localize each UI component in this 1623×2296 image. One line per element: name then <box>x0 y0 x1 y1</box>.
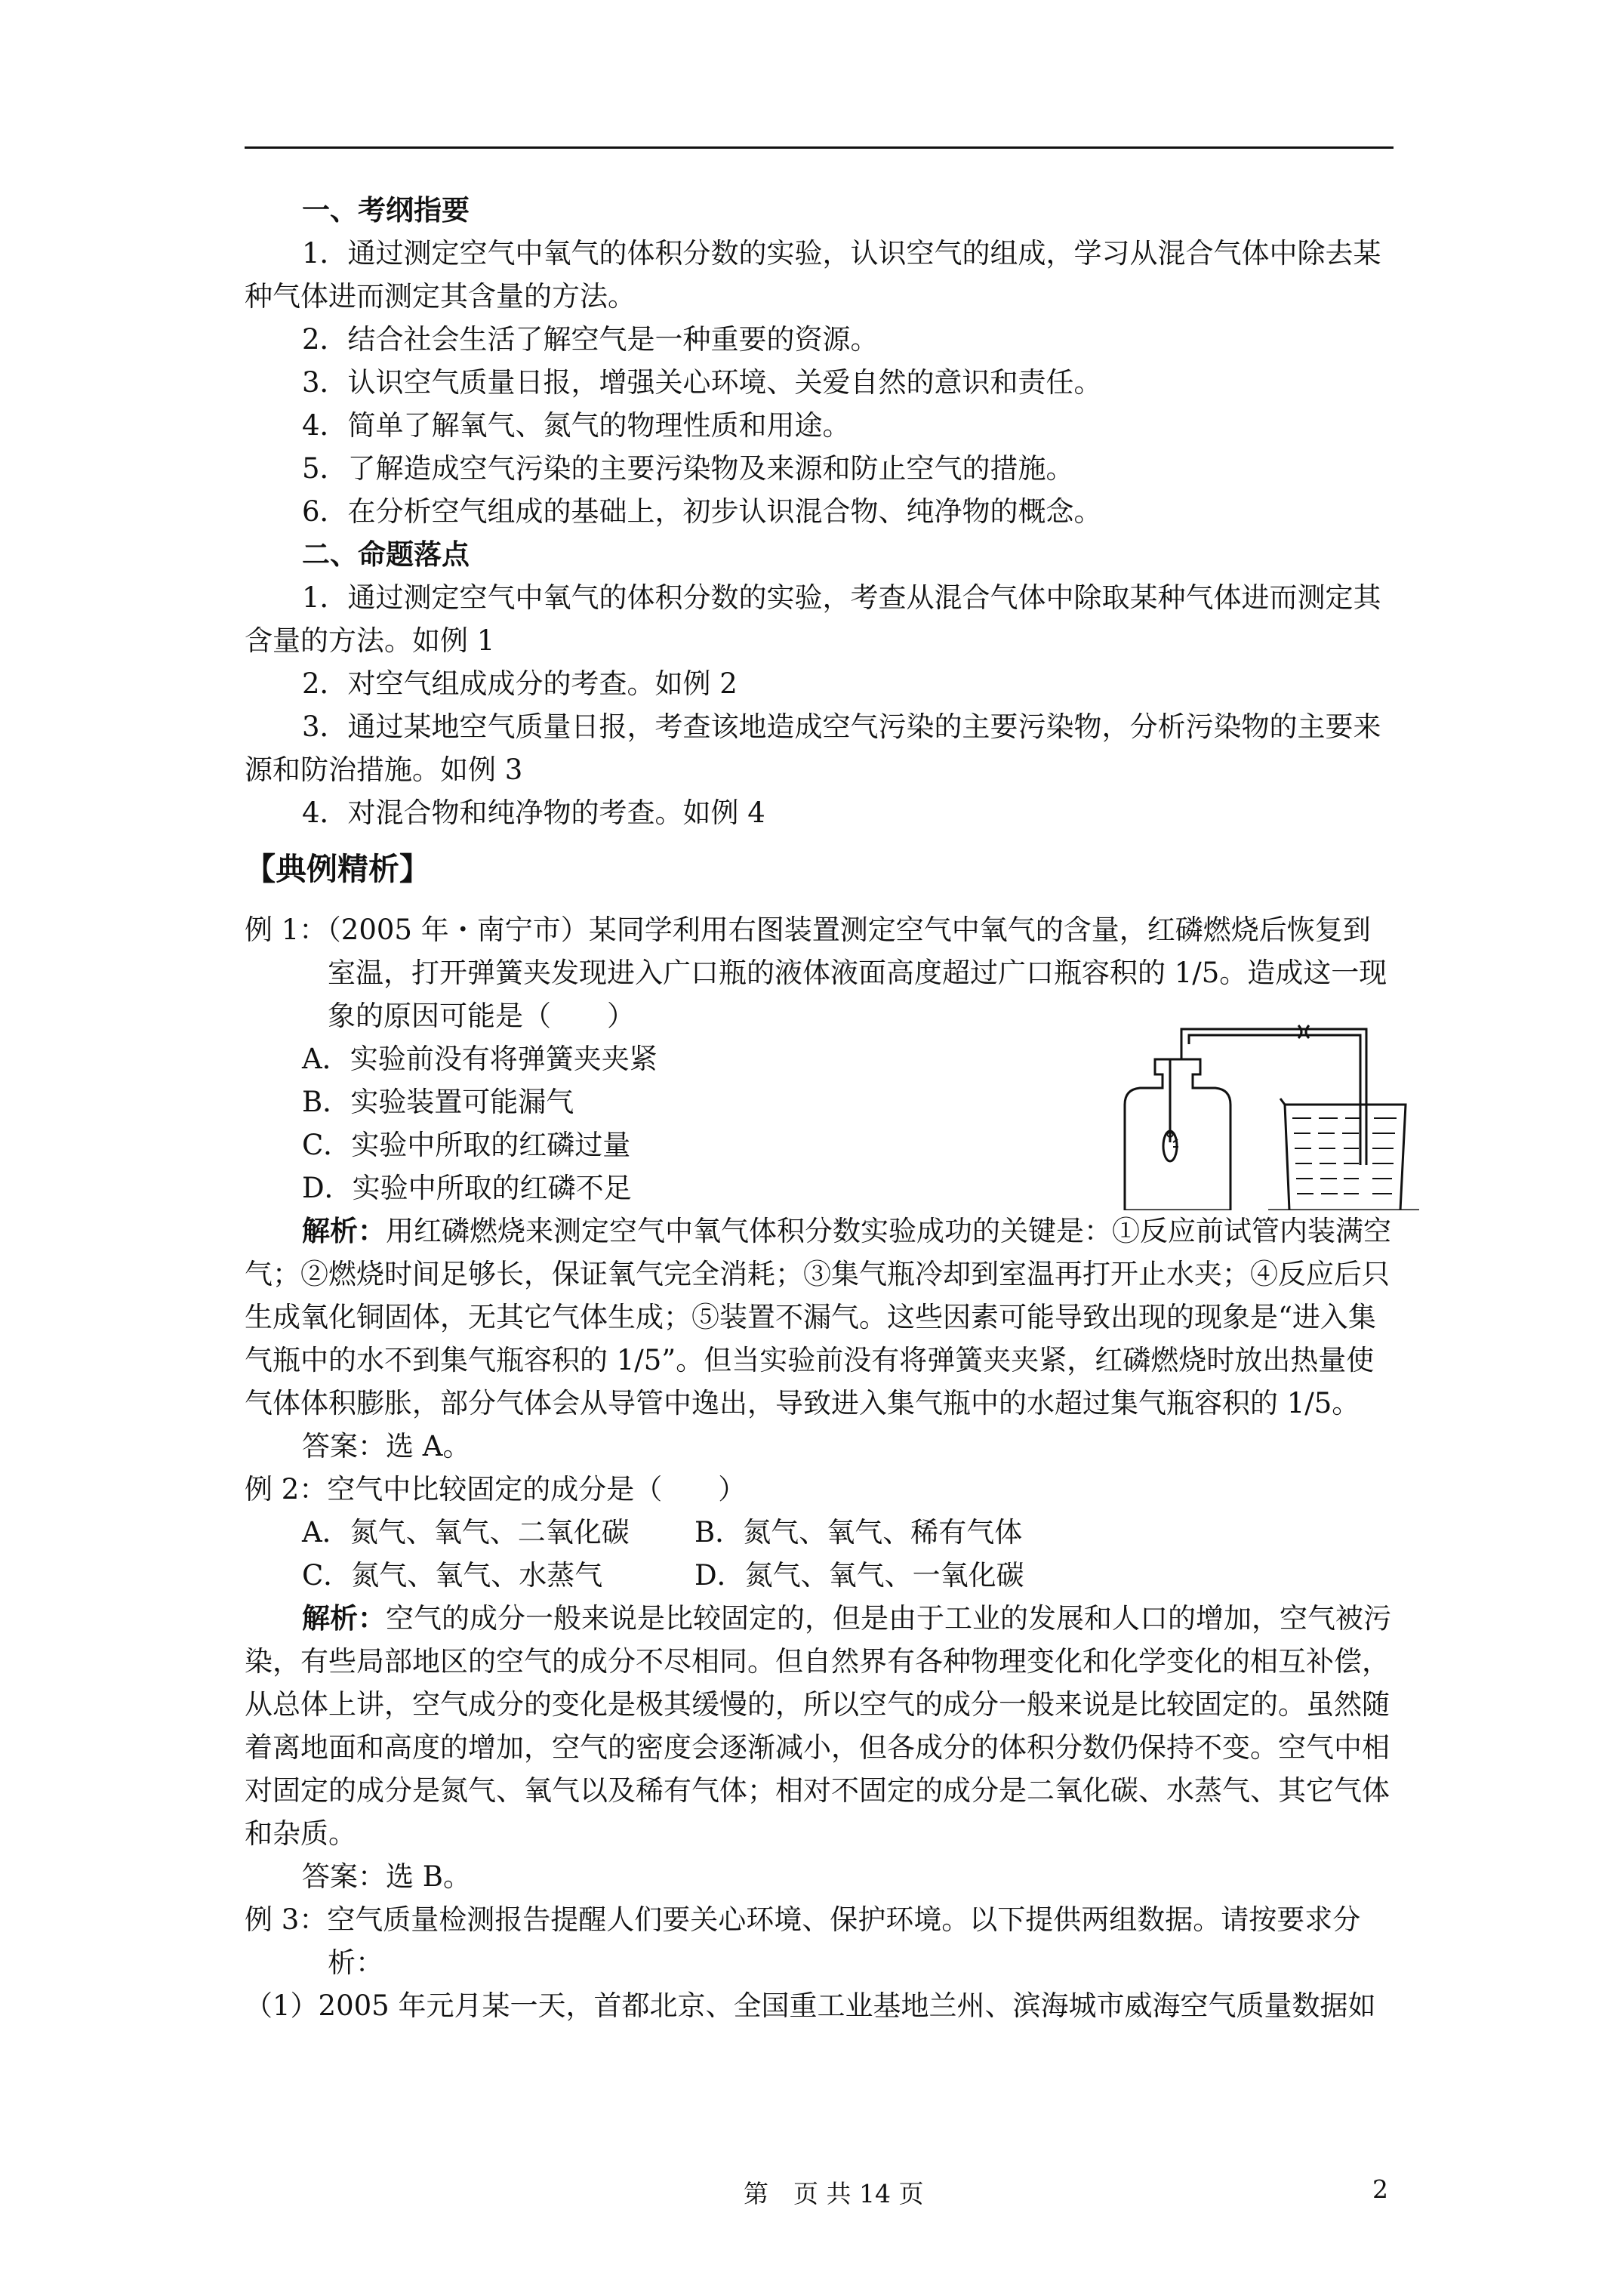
document-body <box>245 189 1394 2027</box>
syllabus-item-6: 6．在分析空气组成的基础上，初步认识混合物、纯净物的概念。 <box>302 495 1102 528</box>
example-2-options-row-2 <box>245 1554 1394 1597</box>
example-2 <box>245 1468 1394 1898</box>
example-2-analysis <box>245 1597 1394 1855</box>
example-2-option-c: C．氮气、氧气、水蒸气 <box>302 1559 603 1592</box>
example-2-option-a: A．氮气、氧气、二氧化碳 <box>302 1516 630 1549</box>
example-2-option-d: D．氮气、氧气、一氧化碳 <box>694 1559 1024 1592</box>
example-2-stem: 例 2：空气中比较固定的成分是（ ） <box>245 1473 747 1505</box>
syllabus-item-5: 5．了解造成空气污染的主要污染物及来源和防止空气的措施。 <box>302 452 1074 485</box>
syllabus-item-3: 3．认识空气质量日报，增强关心环境、关爱自然的意识和责任。 <box>302 366 1102 399</box>
footer-page-number: 2 <box>1372 2174 1388 2204</box>
syllabus-heading: 一、考纲指要 <box>302 193 470 227</box>
example-3 <box>245 1898 1394 2027</box>
example-2-option-b: B．氮气、氧气、稀有气体 <box>694 1516 1023 1549</box>
focus-heading: 二、命题落点 <box>302 538 470 571</box>
example-3-stem: 例 3：空气质量检测报告提醒人们要关心环境、保护环境。以下提供两组数据。请按要求分析： <box>245 1903 1361 1979</box>
footer-page-count: 第 页 共 14 页 <box>744 2179 924 2208</box>
example-3-part-1: （1）2005 年元月某一天，首都北京、全国重工业基地兰州、滨海城市威海空气质量数据如 <box>245 1989 1376 2022</box>
example-2-answer: 答案：选 B。 <box>302 1860 471 1893</box>
example-1-stem: 例 1：（2005 年・南宁市）某同学利用右图装置测定空气中氧气的含量，红磷燃烧后恢复到室温，打开弹簧夹发现进入广口瓶的液体液面高度超过广口瓶容积的 1/5。造成这一现象的原因可能是（ ） <box>245 914 1387 1032</box>
example-1-option-c: C．实验中所取的红磷过量 <box>302 1129 631 1161</box>
example-1 <box>245 908 1394 1468</box>
example-2-options-row-1 <box>245 1511 1394 1554</box>
syllabus-item-4: 4．简单了解氧气、氮气的物理性质和用途。 <box>302 409 851 442</box>
focus-item-3: 3．通过某地空气质量日报，考查该地造成空气污染的主要污染物，分析污染物的主要来源和防治措施。如例 3 <box>245 710 1381 786</box>
example-1-analysis <box>245 1210 1394 1425</box>
example-1-analysis-text: 用红磷燃烧来测定空气中氧气体积分数实验成功的关键是：①反应前试管内装满空气；②燃烧时间足够长，保证氧气完全消耗；③集气瓶冷却到室温再打开止水夹；④反应后只生成氧化铜固体，无其它气体生成；⑤装置不漏气。这些因素可能导致出现的现象是“进入集气瓶中的水不到集气瓶容积的 1/5”。但当实验前没有将弹簧夹夹紧，红磷燃烧时放出热量使气体体积膨胀，部分气体会从导管中逸出，导致进入集气瓶中的水超过集气瓶容积的 1/5。 <box>245 1215 1391 1419</box>
example-1-option-a: A．实验前没有将弹簧夹夹紧 <box>302 1043 658 1075</box>
syllabus-item-2: 2．结合社会生活了解空气是一种重要的资源。 <box>302 323 879 356</box>
focus-item-1: 1．通过测定空气中氧气的体积分数的实验，考查从混合气体中除取某种气体进而测定其含量的方法。如例 1 <box>245 581 1381 657</box>
apparatus-figure <box>1095 1022 1427 1210</box>
header-rule <box>245 146 1394 149</box>
example-2-analysis-text: 空气的成分一般来说是比较固定的，但是由于工业的发展和人口的增加，空气被污染，有些局部地区的空气的成分不尽相同。但自然界有各种物理变化和化学变化的相互补偿，从总体上讲，空气成分的变化是极其缓慢的，所以空气的成分一般来说是比较固定的。虽然随着离地面和高度的增加，空气的密度会逐渐减小，但各成分的体积分数仍保持不变。空气中相对固定的成分是氮气、氧气以及稀有气体；相对不固定的成分是二氧化碳、水蒸气、其它气体和杂质。 <box>245 1602 1391 1850</box>
example-1-option-d: D．实验中所取的红磷不足 <box>302 1172 632 1204</box>
focus-item-2: 2．对空气组成成分的考查。如例 2 <box>302 667 738 700</box>
example-1-answer: 答案：选 A。 <box>302 1430 471 1462</box>
example-2-analysis-label: 解析： <box>302 1601 386 1635</box>
example-1-option-b: B．实验装置可能漏气 <box>302 1086 574 1118</box>
example-1-analysis-label: 解析： <box>302 1214 386 1247</box>
focus-item-4: 4．对混合物和纯净物的考查。如例 4 <box>302 797 765 829</box>
syllabus-item-1: 1．通过测定空气中氧气的体积分数的实验，认识空气的组成，学习从混合气体中除去某种气体进而测定其含量的方法。 <box>245 237 1381 313</box>
example-1-options <box>245 1037 999 1210</box>
section-title: 【典例精析】 <box>245 851 430 887</box>
